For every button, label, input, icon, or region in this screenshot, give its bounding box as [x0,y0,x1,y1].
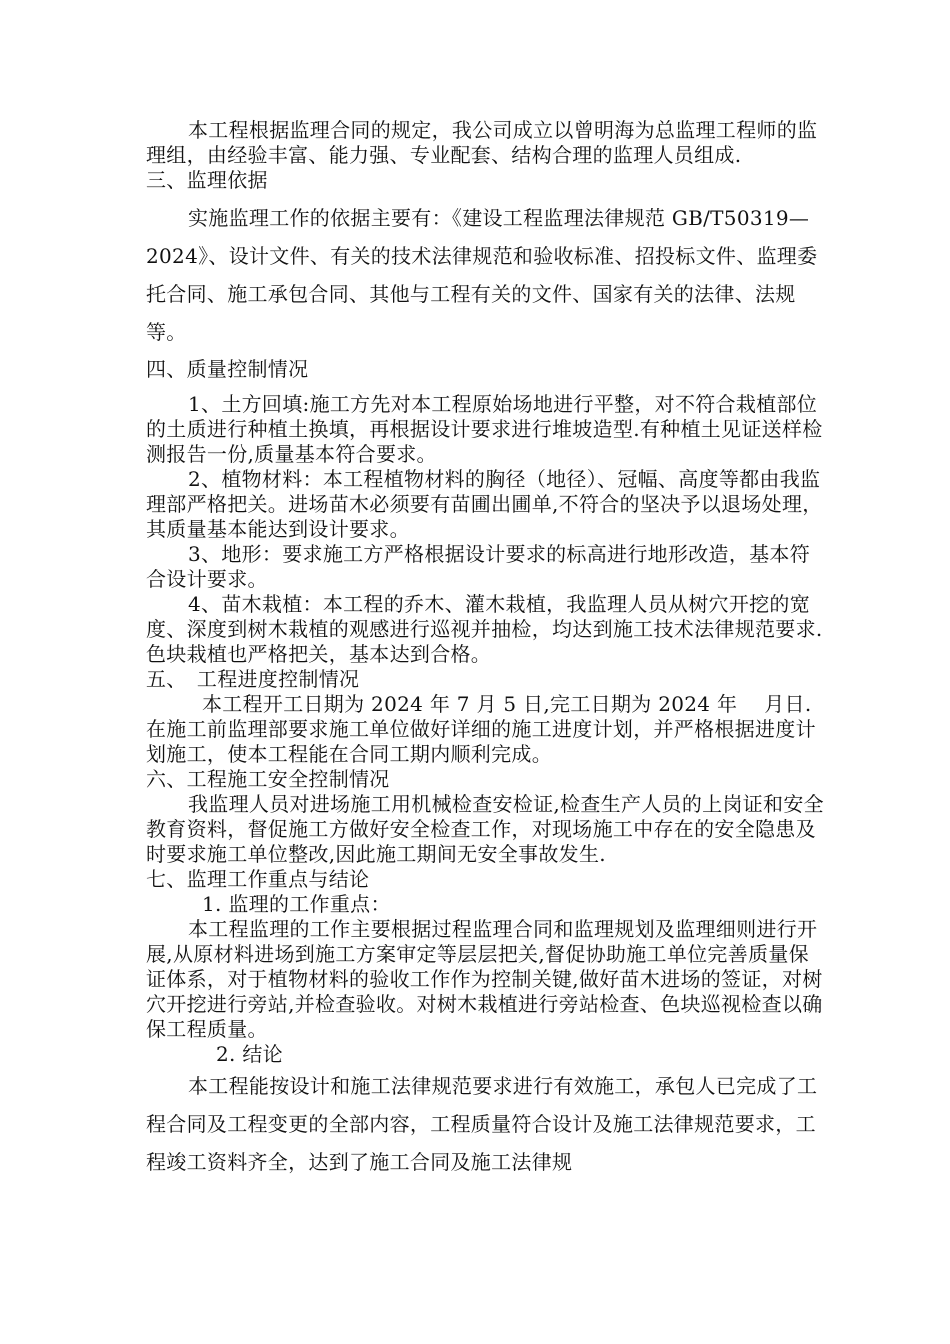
focus-paragraph: 本工程监理的工作主要根据过程监理合同和监理规划及监理细则进行开展,从原材料进场到施工方案审定等层层把关,督促协助施工单位完善质量保证体系，对于植物材料的验收工作作为控制关键,做好苗木进场的签证，对树穴开挖进行旁站,并检查验收。对树木栽植进行旁站检查、色块巡视检查以确保工程质量。 [146,917,823,1041]
safety-paragraph: 我监理人员对进场施工用机械检查安检证,检查生产人员的上岗证和安全教育资料，督促施工方做好安全检查工作，对现场施工中存在的安全隐患及时要求施工单位整改,因此施工期间无安全事故发生. [146,792,824,866]
section-heading-progress: 五、 工程进度控制情况 [146,667,360,691]
quality-item-4: 4、苗木栽植：本工程的乔木、灌木栽植，我监理人员从树穴开挖的宽度、深度到树木栽植的观感进行巡视并抽检，均达到施工技术法律规范要求.色块栽植也严格把关，基本达到合格。 [146,592,823,666]
progress-paragraph: 本工程开工日期为 2024 年 7 月 5 日,完工日期为 2024 年 月日.在施工前监理部要求施工单位做好详细的施工进度计划，并严格根据进度计划施工，使本工程能在合同工期内顺利完成。 [146,692,816,766]
section-heading-quality: 四、质量控制情况 [146,357,309,381]
section-heading-conclusion: 七、监理工作重点与结论 [146,867,370,891]
section-heading-basis: 三、监理依据 [146,168,268,192]
quality-item-1: 1、土方回填:施工方先对本工程原始场地进行平整，对不符合栽植部位的土质进行种植土换填，再根据设计要求进行堆坡造型.有种植土见证送样检测报告一份,质量基本符合要求。 [146,392,823,466]
quality-item-3: 3、地形：要求施工方严格根据设计要求的标高进行地形改造，基本符合设计要求。 [146,542,811,591]
intro-paragraph: 本工程根据监理合同的规定，我公司成立以曾明海为总监理工程师的监理组，由经验丰富、能力强、专业配套、结构合理的监理人员组成. [146,118,818,167]
subheading-focus: 1. 监理的工作重点： [202,892,391,916]
basis-paragraph: 实施监理工作的依据主要有：《建设工程监理法律规范 GB/T50319—2024》、设计文件、有关的技术法律规范和验收标准、招投标文件、监理委托合同、施工承包合同、其他与工程有关的文件、国家有关的法律、法规等。 [146,206,818,344]
quality-item-2: 2、植物材料：本工程植物材料的胸径（地径）、冠幅、高度等都由我监理部严格把关。进场苗木必须要有苗圃出圃单,不符合的坚决予以退场处理，其质量基本能达到设计要求。 [146,467,823,541]
section-heading-safety: 六、工程施工安全控制情况 [146,767,390,791]
document-body [146,118,826,1181]
subheading-conclusion: 2. 结论 [216,1042,283,1066]
conclusion-paragraph: 本工程能按设计和施工法律规范要求进行有效施工，承包人已完成了工程合同及工程变更的全部内容，工程质量符合设计及施工法律规范要求，工程竣工资料齐全，达到了施工合同及施工法律规 [146,1074,818,1174]
